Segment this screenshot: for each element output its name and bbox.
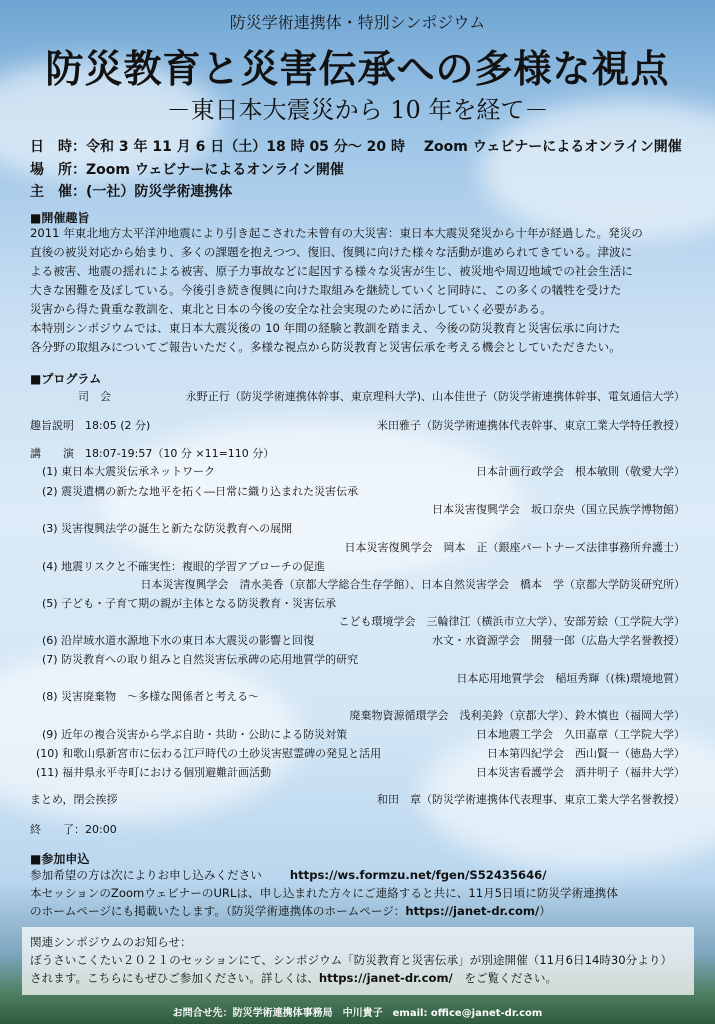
event-place: 場 所：Zoom ウェビナーによるオンライン開催: [30, 162, 344, 178]
talk-title: (4) 地震リスクと不確実性：複眼的学習アプローチの促進: [42, 560, 325, 573]
event-host: 主 催：(一社）防災学術連携体: [30, 184, 233, 200]
talk-speaker: 日本地震工学会 久田嘉章（工学院大学）: [476, 728, 685, 741]
related-text: されます。こちらにもぜひご参加ください。詳しくは、: [30, 971, 319, 985]
page-subtitle: －東日本大震災から 10 年を経て－: [166, 96, 549, 124]
purpose-line: よる被害、地震の揺れによる被害、原子力事故などに起因する様々な災害が生じ、被災地や周辺地域での社会生活に: [30, 264, 633, 278]
intro-label: 趣旨説明 18:05 (2 分): [30, 419, 151, 432]
talk-title: (11) 福井県永平寺町における個別避難計画活動: [36, 766, 272, 779]
contact-footer: お問合せ先：防災学術連携体事務局 中川貴子 email: office@janet-dr.com: [172, 1008, 543, 1019]
talk-title: (7) 防災教育への取り組みと自然災害伝承碑の応用地質学的研究: [42, 653, 359, 666]
talk-title: (2) 震災遺構の新たな地平を拓く―日常に織り込まれた災害伝承: [42, 485, 359, 498]
talk-speaker: 日本応用地質学会 稲垣秀輝（(株)環境地質）: [456, 672, 685, 685]
talk-speaker: 廃棄物資源循環学会 浅利美鈴（京都大学）、鈴木慎也（福岡大学）: [349, 709, 685, 722]
program-heading: ■プログラム: [30, 372, 102, 386]
closing-label: まとめ，閉会挨拶: [30, 793, 118, 806]
talk-title: (10) 和歌山県新宮市に伝わる江戸時代の土砂災害慰霊碑の発見と活用: [36, 747, 382, 760]
talk-title: (5) 子ども・子育て期の親が主体となる防災教育・災害伝承: [42, 597, 337, 610]
talk-title: (3) 災害復興法学の誕生と新たな防災教育への展開: [42, 522, 293, 535]
purpose-line: 本特別シンポジウムでは、東日本大震災後の 10 年間の経験と教訓を踏まえ、今後の防災教育と災害伝承に向けた: [30, 321, 621, 335]
registration-line: [30, 867, 546, 883]
end-time: 終 了：20:00: [30, 823, 117, 836]
purpose-line: 直後の被災対応から始まり、多くの課題を抱えつつ、復旧、復興に向けた様々な活動が進められてきている。津波に: [30, 245, 633, 259]
talk-title: (8) 災害廃棄物 ～多様な関係者と考える～: [42, 690, 260, 703]
talk-speaker: 日本第四紀学会 西山賢一（徳島大学）: [487, 747, 685, 760]
talk-title: (1) 東日本大震災伝承ネットワーク: [42, 465, 216, 478]
purpose-paragraph: [30, 224, 690, 357]
talk-title: (6) 沿岸域水道水源地下水の東日本大震災の影響と回復: [42, 634, 315, 647]
purpose-heading: ■開催趣旨: [30, 211, 90, 225]
registration-link[interactable]: https://ws.formzu.net/fgen/S52435646/: [289, 868, 547, 882]
registration-text: 参加希望の方は次によりお申し込みください: [30, 868, 262, 882]
closing-speaker: 和田 章（防災学術連携体代表理事、東京工業大学名誉教授）: [377, 793, 685, 806]
purpose-line: 2011 年東北地方太平洋沖地震により引き起こされた未曾有の大災害：東日本大震災発災から十年が経過した。発災の: [30, 226, 643, 240]
related-line: [30, 970, 557, 986]
cloud-decoration: [100, 420, 520, 580]
registration-text: ）: [539, 904, 551, 918]
intro-speaker: 米田雅子（防災学術連携体代表幹事、東京工業大学特任教授）: [377, 419, 685, 432]
talk-speaker: 水文・水資源学会 開發一郎（広島大学名誉教授）: [432, 634, 685, 647]
talk-title: (9) 近年の複合災害から学ぶ自助・共助・公助による防災対策: [42, 728, 348, 741]
talk-speaker: 日本災害復興学会 岡本 正（銀座パートナーズ法律事務所弁護士）: [344, 541, 685, 554]
event-date: 日 時：令和 3 年 11 月 6 日（土）18 時 05 分～ 20 時 Zoom ウェビナーによるオンライン開催: [30, 139, 682, 155]
talk-speaker: 日本災害看護学会 酒井明子（福井大学）: [476, 766, 685, 779]
registration-line: [30, 903, 551, 919]
moderator-label: 司 会: [78, 390, 111, 403]
registration-line: 本セッションのZoomウェビナーのURLは、申し込まれた方々にご連絡すると共に、11月5日頃に防災学術連携体: [30, 886, 618, 900]
talk-speaker: 日本災害復興学会 坂口奈央（国立民族学博物館）: [432, 503, 685, 516]
page-title: 防災教育と災害伝承への多様な視点: [45, 47, 670, 91]
moderator-names: 永野正行（防災学術連携体幹事、東京理科大学)、山本佳世子（防災学術連携体幹事、電気通信大学）: [185, 390, 685, 403]
related-text: をご覧ください。: [452, 971, 558, 985]
purpose-line: 各分野の取組みについてご報告いただく。多様な視点から防災教育と災害伝承を考える機会としていただきたい。: [30, 340, 621, 354]
related-link[interactable]: https://janet-dr.com/: [318, 971, 453, 985]
related-line: ぼうさいこくたい２０２１のセッションにて、シンポジウム「防災教育と災害伝承」が別途開催（11月6日14時30分より）: [30, 953, 673, 967]
homepage-link[interactable]: https://janet-dr.com/: [405, 904, 540, 918]
talk-speaker: 日本計画行政学会 根本敏則（敬愛大学）: [476, 465, 685, 478]
related-heading: 関連シンポジウムのお知らせ：: [30, 935, 192, 949]
talk-speaker: 日本災害復興学会 清水美香（京都大学総合生存学館）、日本自然災害学会 橋本 学（京都大学防災研究所）: [140, 578, 685, 591]
registration-heading: ■参加申込: [30, 852, 90, 866]
lecture-label: 講 演 18:07-19:57（10 分 ×11=110 分）: [30, 447, 275, 460]
purpose-line: 大きな困難を及ぼしている。今後引き続き復興に向けた取組みを継続していくと同時に、この多くの犠牲を受けた: [30, 283, 622, 297]
organizer-line: 防災学術連携体・特別シンポジウム: [229, 13, 486, 32]
purpose-line: 災害から得た貴重な教訓を、東北と日本の今後の安全な社会実現のために活かしていく必要がある。: [30, 302, 552, 316]
registration-text: のホームページにも掲載いたします。（防災学術連携体のホームページ：: [30, 904, 406, 918]
talk-speaker: こども環境学会 三輪律江（横浜市立大学）、安部芳絵（工学院大学）: [338, 615, 685, 628]
